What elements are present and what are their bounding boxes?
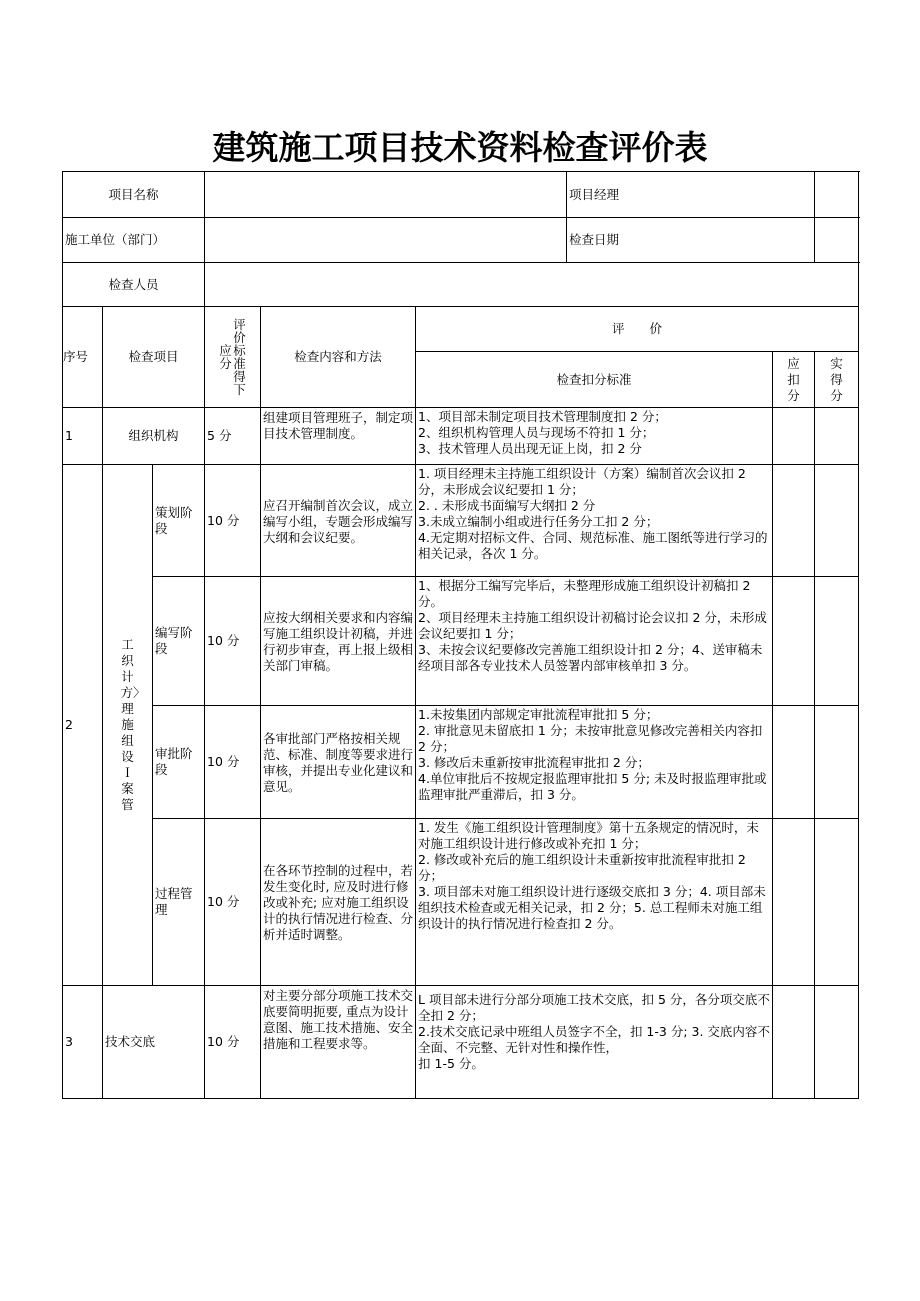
row1-actual[interactable] <box>815 408 859 465</box>
inspector-label: 检查人员 <box>63 263 205 307</box>
inspection-table <box>62 171 859 1099</box>
criteria-line: 2. 修改或补充后的施工组织设计未重新按审批流程审批扣 2 分； <box>418 852 746 883</box>
row2-sub4-criteria <box>416 819 773 986</box>
criteria-line: 1、项目部未制定项目技术管理制度扣 2 分； <box>418 409 667 424</box>
row2-seq: 2 <box>63 465 103 986</box>
row1-deduct[interactable] <box>773 408 815 465</box>
row2-sub3-score: 10 分 <box>205 706 261 819</box>
criteria-line: 2. . 未形成书面编写大纲扣 2 分 <box>418 498 596 513</box>
row3-seq: 3 <box>63 986 103 1099</box>
row3-method: 对主要分部分项施工技术交底要简明扼要, 重点为设计意图、施工技术措施、安全措施和工程要求等。 <box>261 986 416 1099</box>
criteria-line: 扣 1-5 分。 <box>418 1056 484 1071</box>
inspector-field[interactable] <box>205 263 859 307</box>
criteria-line: 2.技术交底记录中班组人员签字不全，扣 1-3 分; 3. 交底内容不全面、不完整、无针对性和操作性， <box>418 1024 770 1055</box>
inspection-date-label: 检查日期 <box>569 232 620 247</box>
col-method: 检查内容和方法 <box>261 307 416 408</box>
row2-sub2-method: 应按大纲相关要求和内容编写施工组织设计初稿，并进行初步审查，再上报上级相关部门审稿。 <box>261 577 416 706</box>
row2-group-label: 工织计方〉理施组设Ｉ案管 <box>120 637 146 812</box>
project-name-input[interactable] <box>205 172 567 217</box>
col-seq: 序号 <box>63 307 103 408</box>
project-manager-label: 项目经理 <box>569 186 620 202</box>
row2-sub4-item: 过程管理 <box>153 819 205 986</box>
criteria-line: 1. 发生《施工组织设计管理制度》第十五条规定的情况时，未对施工组织设计进行修改或补充扣 1 分； <box>418 820 759 851</box>
project-manager-field[interactable] <box>815 172 859 218</box>
criteria-line: 3.未成立编制小组或进行任务分工扣 2 分； <box>418 514 659 529</box>
construction-unit-field[interactable] <box>205 218 815 263</box>
criteria-line: 1、根据分工编写完毕后，未整理形成施工组织设计初稿扣 2 分。 <box>418 578 751 609</box>
row2-sub1-item: 策划阶段 <box>153 465 205 577</box>
criteria-line: 2、组织机构管理人员与现场不符扣 1 分； <box>418 425 655 440</box>
row2-sub3-criteria <box>416 706 773 819</box>
construction-unit-input[interactable] <box>205 218 567 262</box>
row2-sub4-deduct[interactable] <box>773 819 815 986</box>
row2-sub4-method: 在各环节控制的过程中，若发生变化时, 应及时进行修改或补充; 应对施工组织设计的执行情况进行检查、分析并适时调整。 <box>261 819 416 986</box>
col-evaluation: 评 价 <box>416 307 859 352</box>
criteria-line: 4.无定期对招标文件、合同、规范标准、施工图纸等进行学习的相关记录，各次 1 分。 <box>418 530 768 561</box>
row3-criteria <box>416 986 773 1099</box>
row1-score: 5 分 <box>205 408 261 465</box>
row1-criteria <box>416 408 773 465</box>
criteria-line: 3、未按会议纪要修改完善施工组织设计扣 2 分；4、送审稿未经项目部各专业技术人员签署内部审核单扣 3 分。 <box>418 642 763 673</box>
table-row <box>63 986 859 1099</box>
criteria-line: 1. 项目经理未主持施工组织设计（方案）编制首次会议扣 2 分，未形成会议纪要扣 1 分； <box>418 466 746 497</box>
criteria-line: 3. 项目部未对施工组织设计进行逐级交底扣 3 分；4. 项目部未组织技术检查或无相关记录，扣 2 分；5. 总工程师未对施工组织设计的执行情况进行检查扣 2 分。 <box>418 884 766 931</box>
col-actual-label: 实得分 <box>830 355 843 403</box>
criteria-line: L 项目部未进行分部分项施工技术交底，扣 5 分，各分项交底不全扣 2 分； <box>418 992 770 1023</box>
table-row <box>63 706 859 819</box>
row2-sub1-actual[interactable] <box>815 465 859 577</box>
row3-actual[interactable] <box>815 986 859 1099</box>
row2-sub4-score: 10 分 <box>205 819 261 986</box>
criteria-line: 2、项目经理未主持施工组织设计初稿讨论会议扣 2 分，未形成会议纪要扣 1 分； <box>418 610 767 641</box>
row2-sub3-method: 各审批部门严格按相关规范、标准、制度等要求进行审核，并提出专业化建议和意见。 <box>261 706 416 819</box>
page-title: 建筑施工项目技术资料检查评价表 <box>212 128 708 167</box>
row2-sub2-actual[interactable] <box>815 577 859 706</box>
table-row <box>63 408 859 465</box>
row1-method: 组建项目管理班子，制定项目技术管理制度。 <box>261 408 416 465</box>
table-row <box>63 819 859 986</box>
table-row <box>63 577 859 706</box>
row2-group <box>103 465 153 986</box>
row3-item: 技术交底 <box>103 986 205 1099</box>
col-actual <box>815 352 859 408</box>
criteria-line: 2. 审批意见未留底扣 1 分；未按审批意见修改完善相关内容扣 2 分； <box>418 723 763 754</box>
inspection-date-field[interactable] <box>815 218 859 263</box>
criteria-line: 3. 修改后未重新按审批流程审批扣 2 分； <box>418 755 650 770</box>
col-deduct <box>773 352 815 408</box>
table-row <box>63 465 859 577</box>
criteria-line: 1.未按集团内部规定审批流程审批扣 5 分； <box>418 707 659 722</box>
project-name-label: 项目名称 <box>63 172 205 218</box>
project-name-field[interactable] <box>205 172 815 218</box>
col-score-desc: 评价标准得下 <box>233 317 246 397</box>
row2-sub3-actual[interactable] <box>815 706 859 819</box>
row1-item: 组织机构 <box>103 408 205 465</box>
row2-sub1-deduct[interactable] <box>773 465 815 577</box>
col-deduct-label: 应扣分 <box>787 355 800 403</box>
row2-sub2-score: 10 分 <box>205 577 261 706</box>
col-score-label: 应分 <box>219 343 232 371</box>
criteria-line: 3、技术管理人员出现无证上岗，扣 2 分 <box>418 441 642 456</box>
construction-unit-label: 施工单位（部门） <box>63 218 205 263</box>
row2-sub3-deduct[interactable] <box>773 706 815 819</box>
col-criteria: 检查扣分标准 <box>416 352 773 408</box>
row2-sub2-item: 编写阶段 <box>153 577 205 706</box>
criteria-line: 4.单位审批后不按规定报监理审批扣 5 分; 未及时报监理审批或监理审批严重滞后，扣 3 分。 <box>418 771 767 802</box>
row2-sub1-criteria <box>416 465 773 577</box>
row1-seq: 1 <box>63 408 103 465</box>
row2-sub1-score: 10 分 <box>205 465 261 577</box>
col-score <box>205 307 261 408</box>
row3-score: 10 分 <box>205 986 261 1099</box>
col-item: 检查项目 <box>103 307 205 408</box>
row2-sub3-item: 审批阶段 <box>153 706 205 819</box>
row3-deduct[interactable] <box>773 986 815 1099</box>
row2-sub2-criteria <box>416 577 773 706</box>
row2-sub4-actual[interactable] <box>815 819 859 986</box>
row2-sub2-deduct[interactable] <box>773 577 815 706</box>
row2-sub1-method: 应召开编制首次会议，成立编写小组，专题会形成编写大纲和会议纪要。 <box>261 465 416 577</box>
